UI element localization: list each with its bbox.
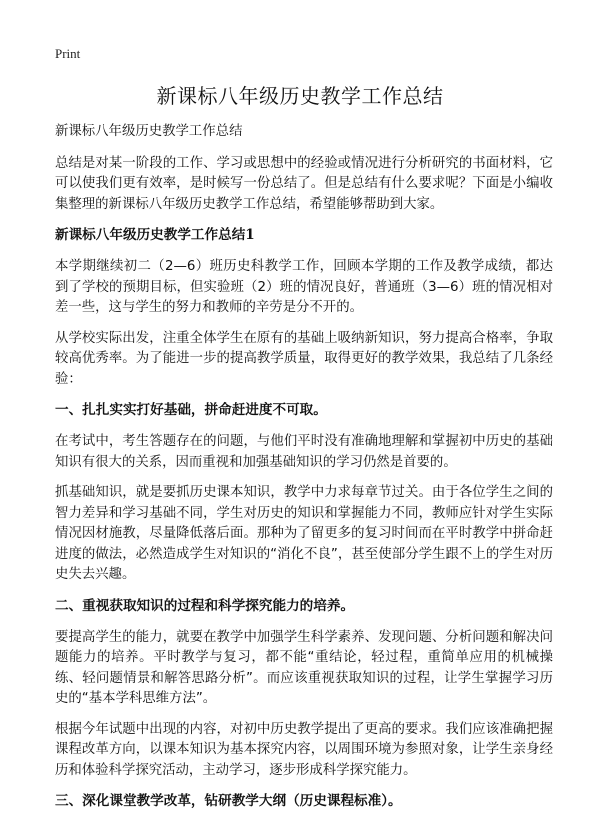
heading-point-two: 二、重视获取知识的过程和科学探究能力的培养。 <box>55 597 355 614</box>
print-link[interactable]: Print <box>55 46 81 61</box>
paragraph-6: 根据今年试题中出现的内容，对初中历史教学提出了更高的要求。我们应该准确把握课程改革方向，以课本知识为基本探究内容，以周围环境为参照对象，让学生亲身经历和体验科学探究活动，主动学习，逐步形成科学探究能力。 <box>55 721 553 778</box>
document-subtitle: 新课标八年级历史教学工作总结 <box>55 124 243 139</box>
section-heading-1: 新课标八年级历史教学工作总结1 <box>55 227 255 243</box>
paragraph-3: 在考试中，考生答题存在的问题，与他们平时没有准确地理解和掌握初中历史的基础知识有很大的关系，因而重视和加强基础知识的学习仍然是首要的。 <box>55 434 553 470</box>
page-title: 新课标八年级历史教学工作总结 <box>156 84 444 108</box>
paragraph-4: 抓基础知识，就是要抓历史课本知识，教学中力求每章节过关。由于各位学生之间的智力差异和学习基础不同，学生对历史的知识和掌握能力不同，教师应针对学生实际情况因材施教，尽量降低落后面。那种为了留更多的复习时间而在平时教学中拼命赶进度的做法，必然造成学生对知识的“消化不良”，甚至使部分学生跟不上的学生对历史失去兴趣。 <box>55 485 553 582</box>
paragraph-5: 要提高学生的能力，就要在教学中加强学生科学素养、发现问题、分析问题和解决问题能力的培养。平时教学与复习，都不能“重结论，轻过程，重简单应用的机械操练、轻问题情景和解答思路分析”。而应该重视获取知识的过程，让学生掌握学习历史的“基本学科思维方法”。 <box>55 629 553 706</box>
paragraph-2: 从学校实际出发，注重全体学生在原有的基础上吸纳新知识，努力提高合格率，争取较高优秀率。为了能进一步的提高教学质量，取得更好的教学效果，我总结了几条经验： <box>55 330 553 387</box>
heading-point-three: 三、深化课堂教学改革，钻研教学大纲（历史课程标准）。 <box>55 793 402 809</box>
heading-point-one: 一、扎扎实实打好基础，拼命赶进度不可取。 <box>55 402 327 418</box>
paragraph-1: 本学期继续初二（2—6）班历史科教学工作，回顾本学期的工作及教学成绩，都达到了学校的预期目标，但实验班（2）班的情况良好，普通班（3—6）班的情况相对差一些，这与学生的努力和教师的辛劳是分不开的。 <box>55 259 553 315</box>
document-body <box>55 122 553 823</box>
intro-paragraph: 总结是对某一阶段的工作、学习或思想中的经验或情况进行分析研究的书面材料，它可以使我们更有效率，是时候写一份总结了。但是总结有什么要求呢？下面是小编收集整理的新课标八年级历史教学工作总结，希望能够帮助到大家。 <box>55 155 553 212</box>
